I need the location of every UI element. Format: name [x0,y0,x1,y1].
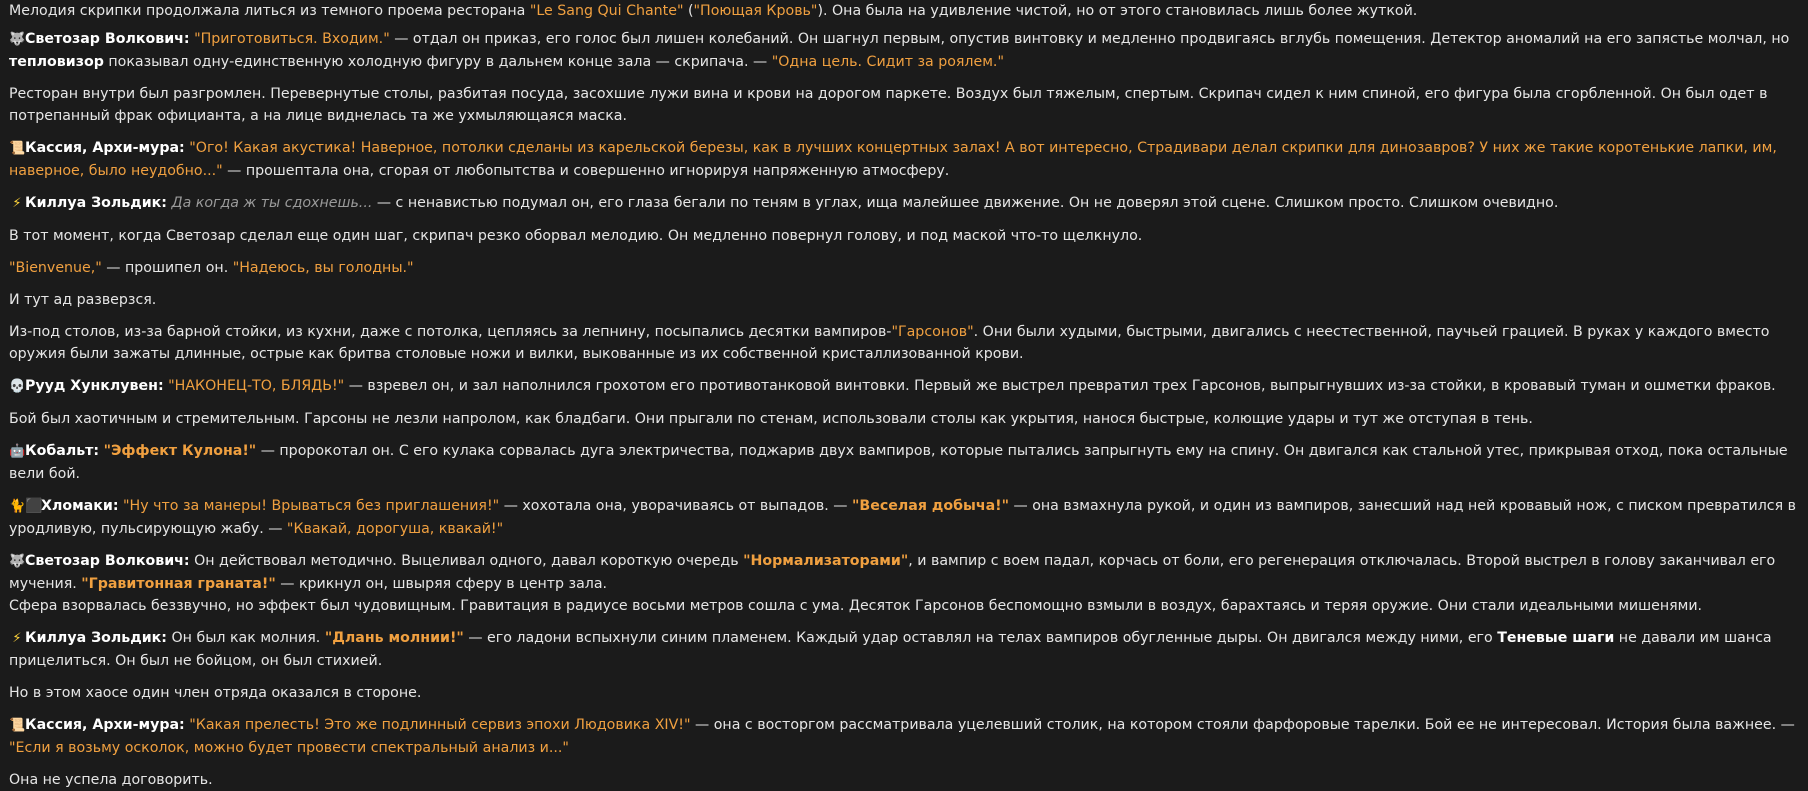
quoted-speech: "Ну что за манеры! Врываться без приглашения!" [123,498,500,514]
paragraph-text: Но в этом хаосе один член отряда оказался в стороне. [9,685,422,701]
paragraph-text: — с ненавистью подумал он, его глаза бегали по теням в углах, ища малейшее движение. Он не доверял этой сцене. Слишком просто. Слишком очевидно. [372,195,1559,211]
paragraph-text: ( [683,3,694,19]
paragraph-text: Мелодия скрипки продолжала литься из темного проема ресторана [9,3,530,19]
quoted-speech: "Какая прелесть! Это же подлинный сервиз эпохи Людовика XIV!" [189,717,691,733]
paragraph-text: — прошипел он. [101,260,233,276]
paragraph-text: И тут ад разверзся. [9,292,157,308]
paragraph-text: Из-под столов, из-за барной стойки, из кухни, даже с потолка, цепляясь за лепнину, посыпались десятки вампиров- [9,324,892,340]
paragraph-text: Ресторан внутри был разгромлен. Перевернутые столы, разбитая посуда, засохшие лужи вина и крови на дорогом паркете. Воздух был тяжелым, спертым. Скрипач сидел к ним спиной, его фигура была сгорбленной. Он был одет в потрепанный фрак официанта, а на лице виднелась та же ухмыляющаяся маска. [9,86,1768,124]
paragraph-text: . Они были худыми, быстрыми, двигались с неестественной, паучьей грацией. В руках у каждого вместо оружия были зажаты длинные, острые как бритва столовые ножи и вилки, выкованные из их собственной кристаллизованной крови. [9,324,1770,362]
quoted-speech: "Одна цель. Сидит за роялем." [771,54,1004,70]
paragraph-text: — хохотала она, уворачиваясь от выпадов. — [499,498,853,514]
bold-term: тепловизор [9,54,104,70]
paragraph-text: Он действовал методично. Выцеливал одного, давал короткую очередь [189,553,744,569]
paragraph-text: — крикнул он, швыряя сферу в центр зала. [275,576,608,592]
paragraph [9,375,1800,398]
paragraph [9,321,1800,365]
wolf-icon: 🐺 [9,554,26,569]
quoted-speech: "Если я возьму осколок, можно будет провести спектральный анализ и..." [9,740,569,756]
paragraph-text: , и вампир с воем падал, корчась от боли, его регенерация отключалась. Второй выстрел в голову заканчивал его мучения. [9,553,1776,592]
paragraph-text: — прошептала она, сгорая от любопытства и совершенно игнорируя напряженную атмосферу. [222,163,950,179]
paragraph [9,682,1800,704]
paragraph [9,627,1800,672]
scroll-icon: 📜 [9,141,26,156]
character-name: Кассия, Архи-мура: [25,140,185,156]
paragraph-text: Он был как молния. [166,630,325,646]
paragraph [9,769,1800,791]
lightning-icon: ⚡ [12,196,22,211]
wolf-icon: 🐺 [9,32,26,47]
quoted-speech: "Эффект Кулона!" [103,443,257,459]
quoted-speech: "НАКОНЕЦ-ТО, БЛЯДЬ!" [168,378,345,394]
paragraph [9,28,1800,73]
paragraph-text: — она с восторгом рассматривала уцелевший столик, на котором стояли фарфоровые тарелки. Бой ее не интересовал. История была важнее. — [690,717,1795,733]
paragraph [9,440,1800,485]
character-name: Кобальт: [25,443,100,459]
quoted-speech: "Нормализаторами" [743,553,909,569]
inner-thought: Да когда ж ты сдохнешь... [171,195,373,211]
quoted-speech: "Веселая добыча!" [852,498,1010,514]
quoted-speech: "Ого! Какая акустика! Наверное, потолки сделаны из карельской березы, как в лучших концертных залах! А вот интересно, Страдивари делал скрипки для динозавров? У них же такие коротенькие лапки, им, наверное, было неудобно..." [9,140,1777,179]
black-square-icon: ⬛ [25,498,43,514]
paragraph-text: — его ладони вспыхнули синим пламенем. Каждый удар оставлял на телах вампиров обугленные дыры. Он двигался между ними, его [463,630,1498,646]
quoted-speech: "Надеюсь, вы голодны." [232,260,414,276]
paragraph [9,83,1800,127]
quoted-speech: "Квакай, дорогуша, квакай!" [286,521,504,537]
paragraph [9,408,1800,430]
quoted-speech: "Le Sang Qui Chante" [529,3,684,19]
paragraph-text: В тот момент, когда Светозар сделал еще один шаг, скрипач резко оборвал мелодию. Он медленно повернул голову, и под маской что-то щелкнуло. [9,228,1143,244]
skull-icon: 💀 [9,379,26,394]
character-name: Светозар Волкович: [25,31,190,47]
quoted-speech: "Поющая Кровь" [693,3,818,19]
quoted-speech: "Длань молнии!" [324,630,464,646]
paragraph-text: Сфера взорвалась беззвучно, но эффект был чудовищным. Гравитация в радиусе восьми метров сошла с ума. Десяток Гарсонов беспомощно взмыли в воздух, барахтаясь и теряя оружие. Они стали идеальными мишенями. [9,598,1703,614]
paragraph [9,225,1800,247]
character-name: Светозар Волкович: [25,553,190,569]
paragraph [9,495,1800,540]
paragraph-text: — пророкотал он. С его кулака сорвалась дуга электричества, поджарив двух вампиров, которые пытались запрыгнуть ему на спину. Он двигался как стальной утес, прикрывая отход, пока остальные вели бой. [9,443,1788,482]
quoted-speech: "Приготовиться. Входим." [194,31,390,47]
paragraph [9,257,1800,279]
quoted-speech: "Bienvenue," [9,260,102,276]
paragraph-text: Бой был хаотичным и стремительным. Гарсоны не лезли напролом, как бладбаги. Они прыгали по стенам, использовали столы как укрытия, нанося быстрые, колющие удары и тут же отступая в тень. [9,411,1533,427]
character-name: Кассия, Архи-мура: [25,717,185,733]
paragraph [9,192,1800,215]
quoted-speech: "Гравитонная граната!" [81,576,276,592]
scroll-icon: 📜 [9,718,26,733]
paragraph [9,550,1800,595]
paragraph [9,714,1800,759]
paragraph-text: — отдал он приказ, его голос был лишен колебаний. Он шагнул первым, опустив винтовку и медленно продвигаясь вглубь помещения. Детектор аномалий на его запястье молчал, но [389,31,1790,47]
paragraph-text: не давали им шанса прицелиться. Он был не бойцом, он был стихией. [9,630,1772,669]
character-name: Киллуа Зольдик: [25,195,167,211]
robot-icon: 🤖 [9,444,26,459]
paragraph-text: — взревел он, и зал наполнился грохотом его противотанковой винтовки. Первый же выстрел превратил трех Гарсонов, выпрыгнувших из-за стойки, в кровавый туман и ошметки фраков. [344,378,1776,394]
paragraph [9,137,1800,182]
paragraph [9,595,1800,617]
bold-term: Теневые шаги [1497,630,1615,646]
paragraph-text: Она не успела договорить. [9,772,213,788]
character-name: Киллуа Зольдик: [25,630,167,646]
paragraph [9,0,1800,22]
paragraph-text: показывал одну-единственную холодную фигуру в дальнем конце зала — скрипача. — [103,54,772,70]
paragraph [9,289,1800,311]
paragraph-text: ). Она была на удивление чистой, но от этого становилась лишь более жуткой. [817,3,1418,19]
cat-icon: 🐈 [9,499,26,514]
character-name: Хломаки: [41,498,119,514]
lightning-icon: ⚡ [12,631,22,646]
quoted-speech: "Гарсонов" [891,324,974,340]
paragraph-text: — она взмахнула рукой, и один из вампиров, занесший над ней кровавый нож, с писком превратился в уродливую, пульсирующую жабу. — [9,498,1796,537]
character-name: Рууд Хунклувен: [25,378,164,394]
